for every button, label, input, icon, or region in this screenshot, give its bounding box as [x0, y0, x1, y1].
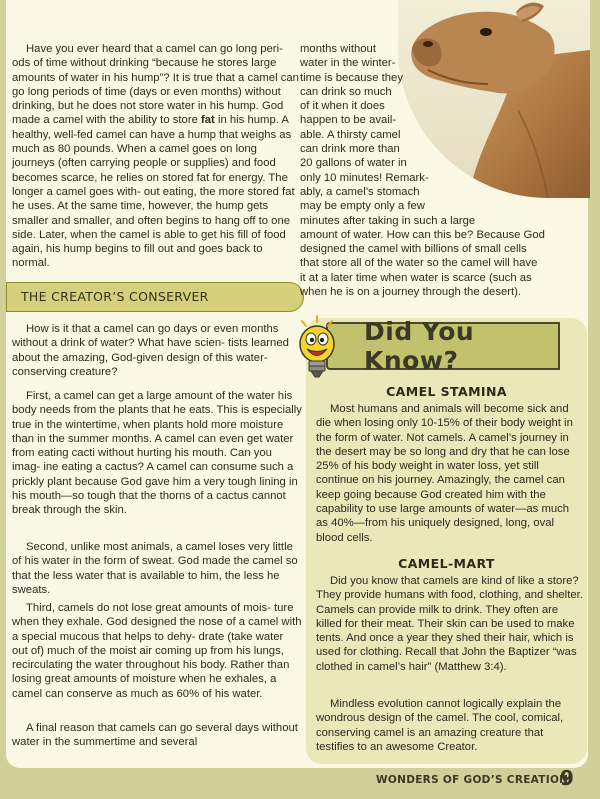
right-column-paragraph: months without water in the winter- time is because they can drink so much of it when it does happen to be avail- able. A thirsty camel can drink more than 20 gallons of water in only 10 minutes! Remark- ably, a camel’s stomach may be empty only a few minutes after taking in such a large amount of water. How can this be? Because God designed the camel with billions of small cells that store all of the water so the camel will have it at a later time when water is scarce (such as when he is on a journey through the desert). — [300, 43, 545, 299]
section-title: THE CREATOR’S CONSERVER — [6, 282, 304, 312]
book-title-footer: WONDERS OF GOD’S CREATION — [376, 774, 569, 786]
page-number: 9 — [560, 766, 574, 790]
camel-stamina-text: Most humans and animals will become sick and die when losing only 10-15% of their body weight in the form of water. Not camels. A camel’s journey in the desert may be so long and dry that he can lose 25% of his body weight in water loss, yet still continue on his journey. Amazingly, the camel can keep going because God created him with the capability to use large amounts of water—as much as 40%—from his uniquely designed, long, oval blood cells. — [316, 403, 573, 544]
camel-mart-text: Did you know that camels are kind of like a store? They provide humans with food, clothing, and shelter. Camels can provide milk to drink. They often are killed for their meat. Their skin can be used to make tents. And once a year they shed their hair, which is used for clothing. Recall that John the Baptizer “was clothed in camel’s hair” (Matthew 3:4). — [316, 575, 583, 673]
closing-text: Mindless evolution cannot logically explain the wondrous design of the camel. The cool, comical, conserving camel is an amazing creature that testifies to an awesome Creator. — [316, 698, 564, 753]
body-paragraph: How is it that a camel can go days or even months without a drink of water? What have scien- tists learned about the amazing, God-given design of this water-conserving creature? — [12, 323, 289, 378]
camel-mart-heading: CAMEL-MART — [398, 556, 495, 571]
body-paragraph: Third, camels do not lose great amounts of mois- ture when they exhale. God designed the nose of a camel with a special mucous that helps to dehy- drate (take water out of) much of the moist air coming up from his lungs, recirculating the water throughout his body. Rather than losing great amounts of moisture when he exhales, a camel can conserve as much as 60% of his water. — [12, 602, 302, 700]
did-you-know-title: Did You Know? — [364, 317, 475, 375]
did-you-know-banner — [326, 317, 560, 375]
body-paragraph: First, a camel can get a large amount of the water his body needs from the plants that he eats. This is especially true in the wintertime, when plants hold more moisture than in the summer months. A camel can even get water from eating cacti without hurting his mouth. Can you imag- ine eating a cactus? A camel can consume such a prickly plant because God gave him a very tough lining in his mouth—so tough that the thorns of a cactus cannot break through the skin. — [12, 390, 302, 517]
body-paragraph: Second, unlike most animals, a camel loses very little of his water in the form of sweat. God made the camel so that the less water that is available to him, the less he sweats. — [12, 541, 298, 596]
body-paragraph: A final reason that camels can go several days without water in the summertime and several — [12, 722, 298, 749]
lightbulb-mascot-icon — [293, 314, 341, 380]
camel-stamina-heading: CAMEL STAMINA — [386, 384, 507, 399]
intro-paragraph: Have you ever heard that a camel can go long peri- ods of time without drinking “because he stores large amounts of water in his hump”? It is true that a camel can go long periods of time (days or even months) without drinking, but he does not store water in his hump. God made a camel with the ability to store fat in his hump. A healthy, well-fed camel can have a hump that weighs as much as 80 pounds. When a camel goes on long journeys (often carrying people or supplies) and food becomes scarce, he relies on stored fat for energy. The longer a camel goes with- out eating, the more stored fat he uses. At the same time, however, the hump gets smaller and smaller, and often begins to hang off to one side. Later, when the camel is able to get his fill of food again, his hump begins to fill out and goes back to normal. — [12, 43, 299, 270]
